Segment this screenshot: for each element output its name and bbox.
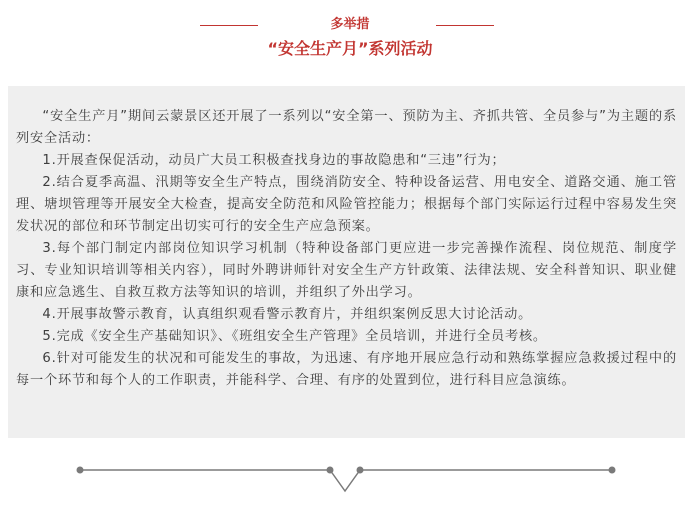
section-title: “安全生产月”系列活动 xyxy=(267,39,433,58)
intro-paragraph: “安全生产月”期间云蒙景区还开展了一系列以“安全第一、预防为主、齐抓共管、全员参与”为主题的系列安全活动： xyxy=(16,109,677,146)
divider-dot-center-left xyxy=(327,467,334,474)
activity-item-4: 4.开展事故警示教育，认真组织观看警示教育片，并组织案例反思大讨论活动。 xyxy=(42,307,533,322)
divider-chevron xyxy=(330,470,360,491)
subtitle-row xyxy=(0,14,700,36)
divider-dot-left xyxy=(77,467,84,474)
divider-dot-center-right xyxy=(357,467,364,474)
divider-dot-right xyxy=(609,467,616,474)
activity-item-1: 1.开展查保促活动，动员广大员工积极查找身边的事故隐患和“三违”行为； xyxy=(42,153,506,168)
section-subtitle: 多举措 xyxy=(330,17,370,32)
article-content-panel xyxy=(8,86,685,438)
activity-item-6: 6.针对可能发生的状况和可能发生的事故，为迅速、有序地开展应急行动和熟练掌握应急救援过程中的每一个环节和每个人的工作职责，并能科学、合理、有序的处置到位，进行科目应急演练。 xyxy=(16,351,677,388)
section-header xyxy=(0,0,700,80)
footer-divider xyxy=(0,455,700,505)
activity-item-5: 5.完成《安全生产基础知识》、《班组安全生产管理》全员培训，并进行全员考核。 xyxy=(42,329,547,344)
chevron-divider-icon xyxy=(0,455,700,505)
right-decoration-line xyxy=(436,25,494,26)
activity-item-3: 3.每个部门制定内部岗位知识学习机制（特种设备部门更应进一步完善操作流程、岗位规范、制度学习、专业知识培训等相关内容），同时外聘讲师针对安全生产方针政策、法律法规、安全科普知识、职业健康和应急逃生、自救互救方法等知识的培训，并组织了外出学习。 xyxy=(16,241,677,300)
activity-item-2: 2.结合夏季高温、汛期等安全生产特点，围绕消防安全、特种设备运营、用电安全、道路交通、施工管理、塘坝管理等开展安全大检查，提高安全防范和风险管控能力；根据每个部门实际运行过程中容易发生突发状况的部位和环节制定出切实可行的安全生产应急预案。 xyxy=(16,175,677,234)
